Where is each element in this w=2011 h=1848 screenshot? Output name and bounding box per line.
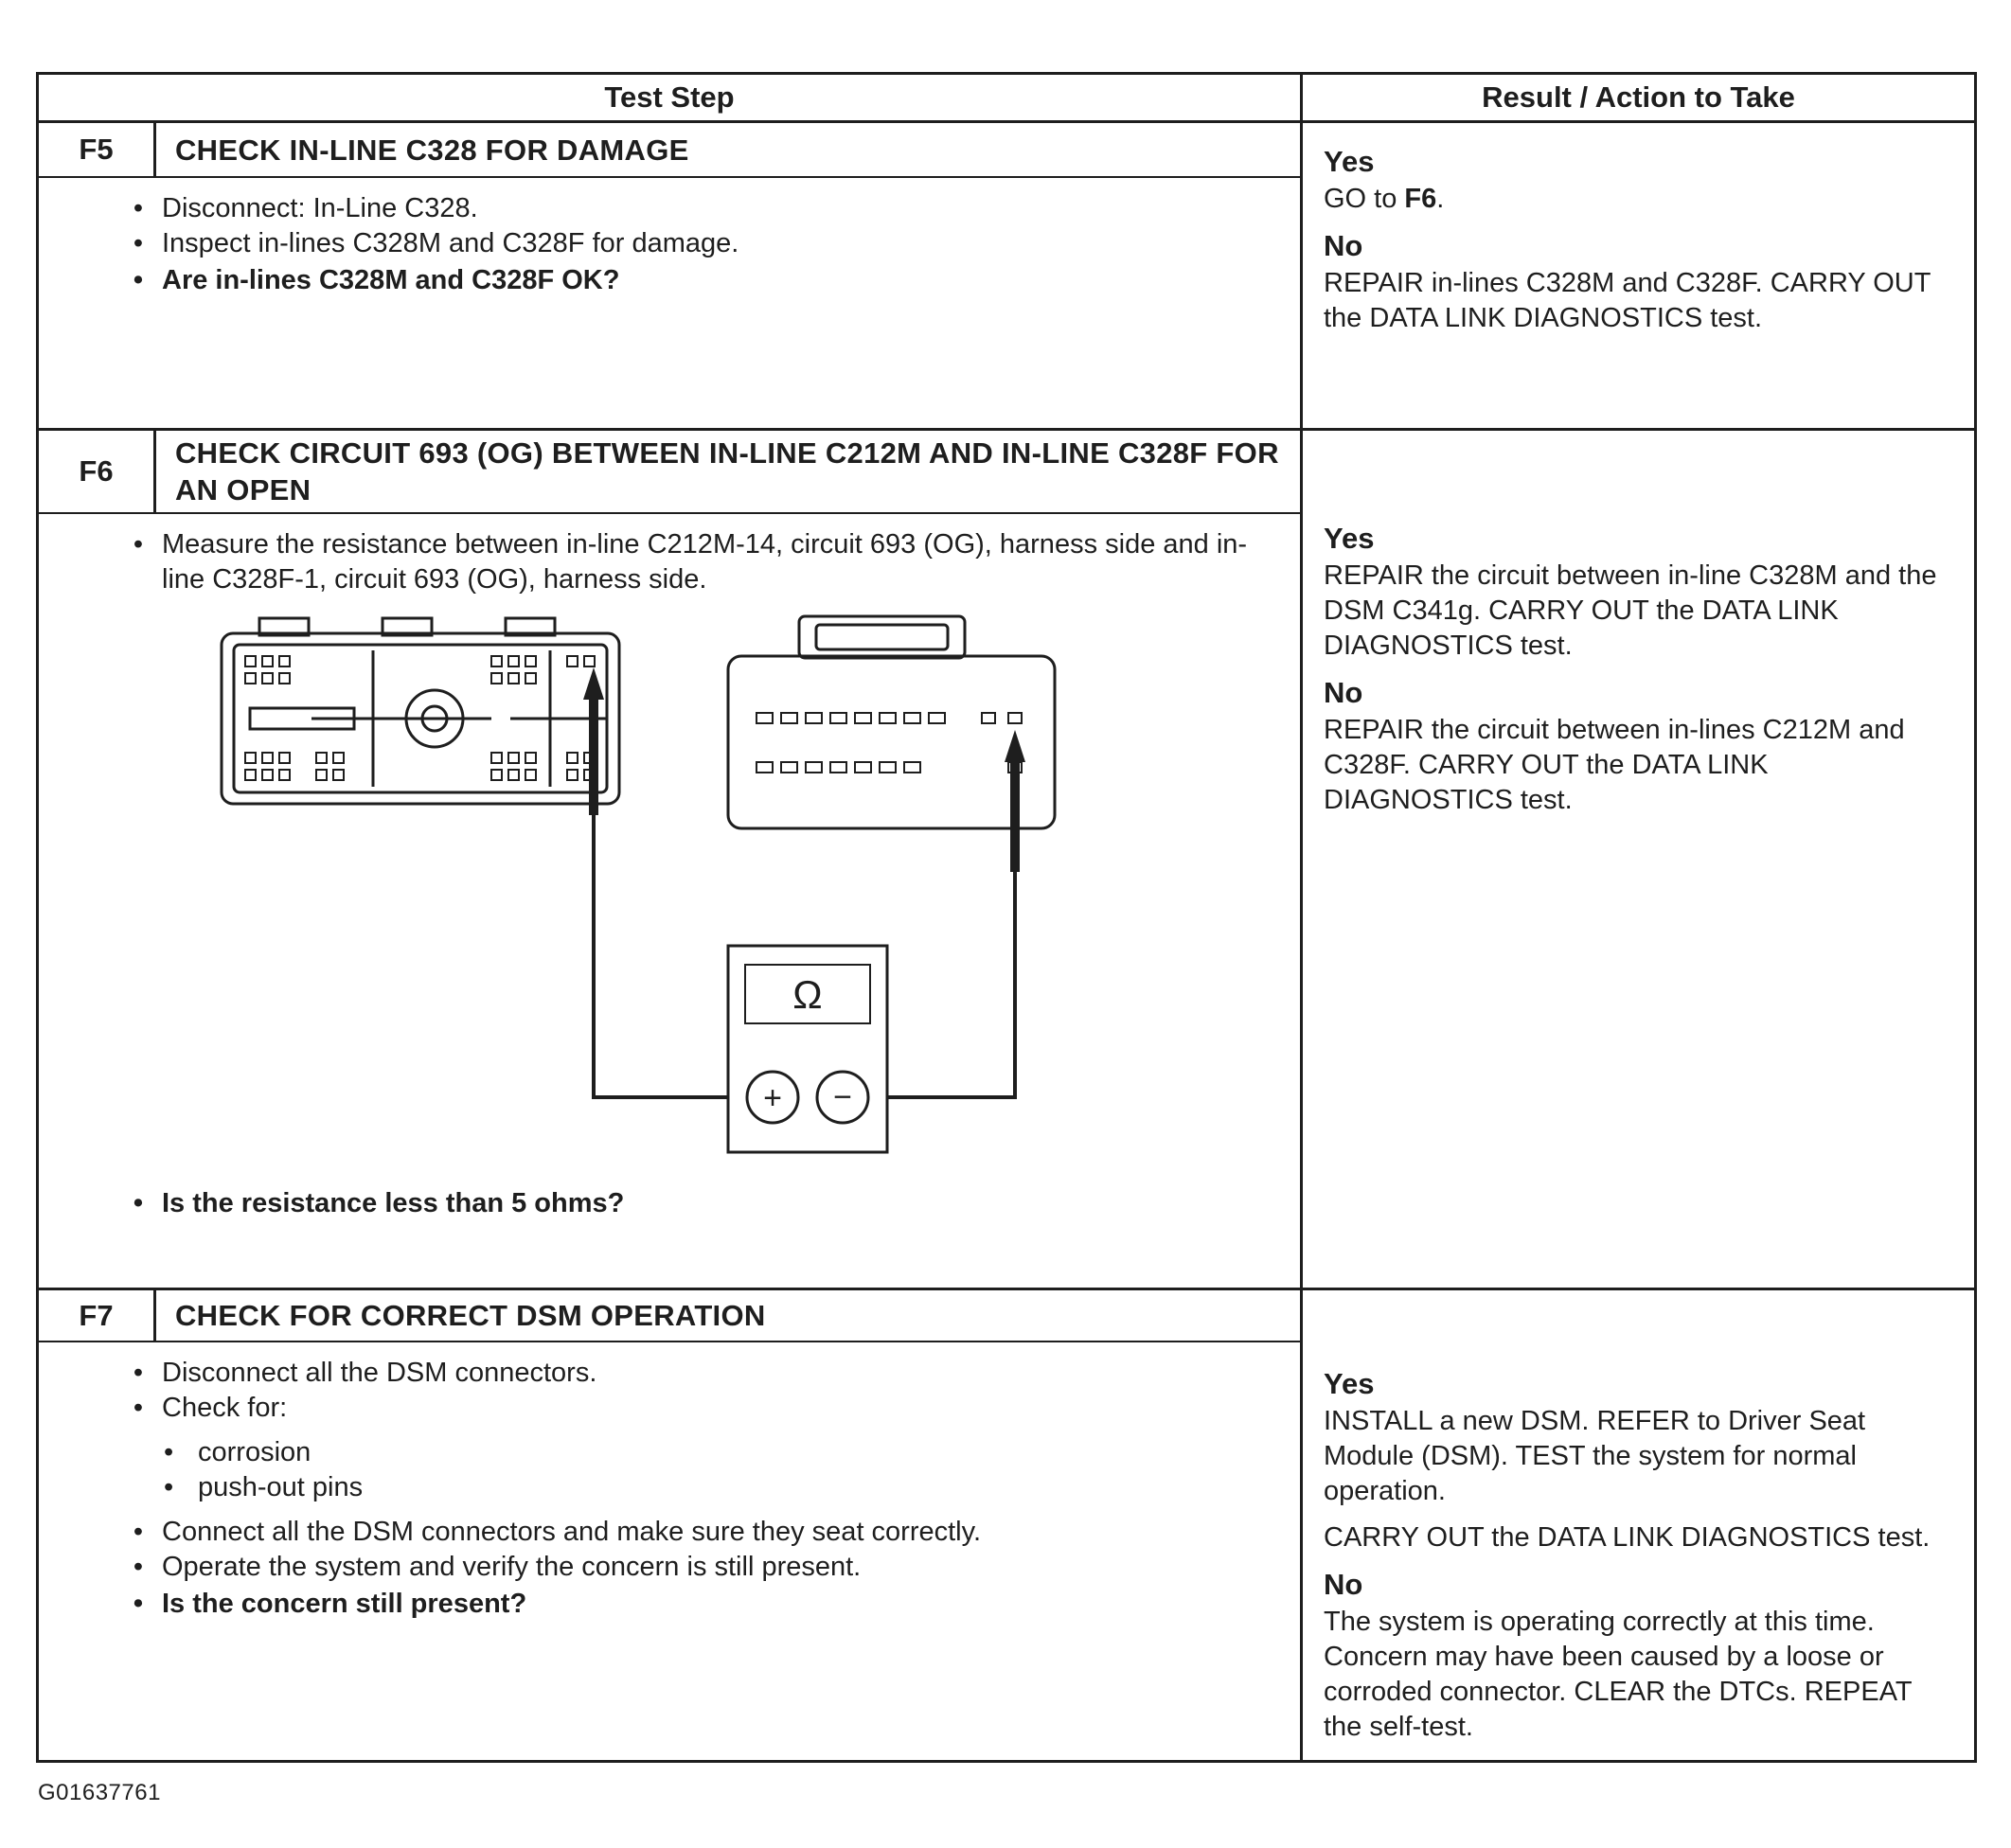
step-f7-title-row [39, 1290, 1300, 1342]
step-f7-result-cell [1300, 1290, 1974, 1760]
step-f5-body [39, 178, 1300, 428]
step-f6-body [39, 514, 1300, 1288]
bullet-icon: • [133, 1589, 144, 1619]
ohm-symbol: Ω [792, 972, 823, 1017]
step-f7-body [39, 1342, 1300, 1760]
list-item-question [39, 1587, 1275, 1622]
test-step-column-header: Test Step [604, 80, 735, 114]
result-text-part: GO to [1324, 184, 1405, 214]
bullet-icon: • [164, 1437, 174, 1467]
result-yes-text-2: CARRY OUT the DATA LINK DIAGNOSTICS test. [1324, 1522, 1931, 1553]
step-f5-title-row [39, 123, 1300, 178]
bullet-text: Inspect in-lines C328M and C328F for damage. [162, 228, 739, 258]
bullet-text: Connect all the DSM connectors and make sure they seat correctly. [162, 1517, 982, 1547]
list-item [39, 191, 1275, 226]
step-id-f5: F5 [39, 123, 156, 176]
list-item-question [39, 263, 1275, 298]
step-reference: F6 [1404, 184, 1437, 214]
list-item [39, 1550, 1275, 1585]
result-yes-text [1324, 182, 1949, 217]
list-item [39, 1515, 1275, 1550]
step-title-f5: CHECK IN-LINE C328 FOR DAMAGE [175, 133, 689, 167]
bullet-text: Disconnect all the DSM connectors. [162, 1358, 597, 1388]
bullet-question-text: Are in-lines C328M and C328F OK? [162, 265, 620, 295]
plus-terminal-symbol: + [763, 1080, 782, 1116]
step-row-f5 [39, 123, 1974, 431]
bullet-icon: • [133, 1188, 144, 1218]
figure-id: G01637761 [38, 1780, 161, 1805]
result-no-text: The system is operating correctly at this time. Concern may have been caused by a loose or corroded connector. CLEAR the DTCs. REPEAT the self-test. [1324, 1607, 1913, 1742]
result-yes-text: INSTALL a new DSM. REFER to Driver Seat Module (DSM). TEST the system for normal operation. [1324, 1406, 1866, 1506]
bullet-text: Check for: [162, 1393, 288, 1423]
bullet-icon: • [133, 265, 144, 295]
connector-c212m-illustration [222, 618, 619, 804]
result-no-text: REPAIR in-lines C328M and C328F. CARRY OUT the DATA LINK DIAGNOSTICS test. [1324, 268, 1931, 333]
list-item [39, 527, 1275, 597]
list-item-question [39, 1186, 1275, 1221]
sub-list-item [39, 1470, 1275, 1505]
circuit-diagram [179, 613, 1275, 1173]
step-id-f6: F6 [39, 431, 156, 512]
step-row-f7 [39, 1290, 1974, 1760]
step-f6-title-row [39, 431, 1300, 514]
bullet-icon: • [133, 1358, 144, 1388]
step-f6-test-step-cell [39, 431, 1300, 1288]
result-no-label: No [1324, 229, 1363, 262]
sub-bullet-group [39, 1435, 1275, 1505]
result-yes-label: Yes [1324, 145, 1375, 178]
list-item [39, 1356, 1275, 1391]
step-f7-test-step-cell [39, 1290, 1300, 1760]
bullet-icon: • [133, 228, 144, 258]
connector-c328f-illustration [728, 616, 1055, 828]
bullet-icon: • [164, 1472, 174, 1502]
step-f5-result-cell [1300, 123, 1974, 428]
circuit-diagram-svg [179, 613, 1078, 1173]
diagnostic-table [36, 72, 1977, 1763]
result-yes-label: Yes [1324, 522, 1375, 555]
result-no-label: No [1324, 1568, 1363, 1601]
step-title-f6: CHECK CIRCUIT 693 (OG) BETWEEN IN-LINE C212M AND IN-LINE C328F FOR AN OPEN [175, 436, 1279, 506]
result-column-header: Result / Action to Take [1300, 75, 1974, 120]
bullet-icon: • [133, 193, 144, 223]
step-f6-result-cell [1300, 431, 1974, 1288]
result-no-text: REPAIR the circuit between in-lines C212M and C328F. CARRY OUT the DATA LINK DIAGNOSTICS test. [1324, 715, 1905, 815]
sub-bullet-text: push-out pins [198, 1472, 364, 1502]
bullet-text: Operate the system and verify the concern is still present. [162, 1552, 862, 1582]
test-probe-right [1005, 730, 1025, 872]
step-id-f7: F7 [39, 1290, 156, 1341]
result-yes-label: Yes [1324, 1367, 1375, 1400]
bullet-icon: • [133, 529, 144, 560]
table-header-row [39, 75, 1974, 123]
list-item [39, 226, 1275, 261]
bullet-icon: • [133, 1393, 144, 1423]
bullet-question-text: Is the concern still present? [162, 1589, 527, 1619]
sub-list-item [39, 1435, 1275, 1470]
list-item [39, 1391, 1275, 1426]
result-text-part: . [1436, 184, 1445, 214]
result-yes-text: REPAIR the circuit between in-line C328M and the DSM C341g. CARRY OUT the DATA LINK DIAGNOSTICS test. [1324, 560, 1937, 661]
sub-bullet-text: corrosion [198, 1437, 311, 1467]
step-f5-test-step-cell [39, 123, 1300, 428]
minus-terminal-symbol: − [833, 1079, 852, 1115]
result-no-label: No [1324, 676, 1363, 709]
step-title-f7: CHECK FOR CORRECT DSM OPERATION [175, 1299, 766, 1332]
bullet-icon: • [133, 1517, 144, 1547]
bullet-question-text: Is the resistance less than 5 ohms? [162, 1188, 625, 1218]
bullet-icon: • [133, 1552, 144, 1582]
bullet-text: Measure the resistance between in-line C212M-14, circuit 693 (OG), harness side and in-line C328F-1, circuit 693 (OG), harness side. [162, 529, 1248, 595]
bullet-text: Disconnect: In-Line C328. [162, 193, 478, 223]
step-row-f6 [39, 431, 1974, 1290]
